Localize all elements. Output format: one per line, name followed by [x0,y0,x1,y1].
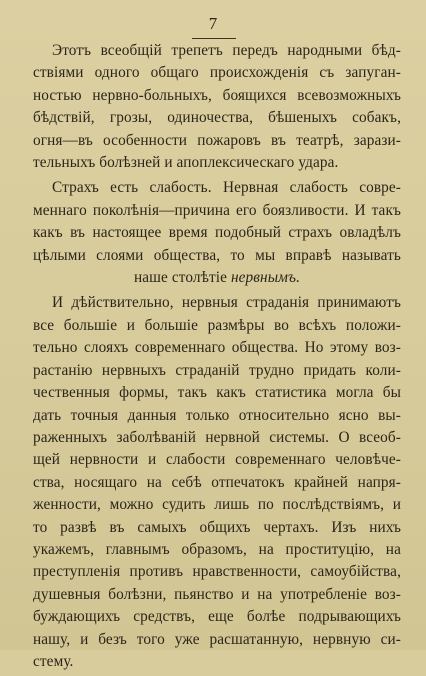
text-line: меннаго поколѣнія—причина его боязливости. И такъ [33,201,401,219]
text-line: все большіе и большіе размѣры во всѣхъ положи- [33,316,401,334]
text-line: тельныхъ болѣзней и апоплексическаго удара. [33,154,339,172]
text-line: укажемъ, главнымъ образомъ, на проституцію, на [33,540,401,558]
text-line: огня—въ особенности пожаровъ въ театрѣ, зарази- [33,131,401,149]
text-line: бѣдствій, грозы, одиночества, бѣшеныхъ собакъ, [33,109,401,127]
text-line: растанію нервныхъ страданій трудно придать коли- [33,361,401,379]
paragraph-3 [33,292,401,673]
body-text [33,40,401,676]
paragraph-2 [33,177,401,289]
text-line: женности, можно судить лишь по послѣдствіямъ, и [33,496,401,514]
text-line: И дѣйствительно, нервныя страданія принимаютъ [52,294,401,312]
text-line: цѣлыми слоями общества, то мы вправѣ называть [33,246,401,264]
text-line: Этотъ всеобщій трепетъ передъ народными бѣд- [52,42,401,59]
text-line: щей нервности и слабости современнаго человѣче- [33,451,401,469]
emphasized-word: нервнымъ. [230,269,301,287]
text-line: дать точныя данныя только относительно ясно вы- [33,406,401,424]
page-number-rule [192,38,236,39]
text-line: преступленія противъ нравственности, самоубійства, [33,563,401,581]
text-line: буждающихъ средствъ, еще болѣе подрывающихъ [33,608,401,626]
text-line: ства, носящаго на себѣ отпечатокъ крайней напря- [33,473,401,491]
text-line: душевныя болѣзни, пьянство и на употребленіе воз- [33,585,401,603]
text-line-emphasis [33,267,401,289]
text-line-prefix: наше столѣтіе [133,269,231,287]
paragraph-1 [33,40,401,174]
text-line: Страхъ есть слабость. Нервная слабость совре- [52,179,401,197]
text-line: какъ въ настоящее время подобный страхъ овладѣлъ [33,224,401,242]
page-number: 7 [208,14,218,33]
text-line: ствіями одного общаго происхожденія съ запуган- [33,64,401,82]
text-line: чественныя формы, такъ какъ статистика могла бы [33,384,401,402]
text-line: раженныхъ заболѣваній нервной системы. О всеоб- [33,428,401,446]
text-line: тельно слояхъ современнаго общества. Но этому воз- [33,339,401,357]
text-line: стему. [33,652,74,670]
text-line: нашу, и безъ того уже расшатанную, нервную си- [33,630,401,648]
text-line: то развѣ въ самыхъ общихъ чертахъ. Изъ нихъ [33,518,401,536]
text-line: ностью нервно-больныхъ, боящихся всевозможныхъ [33,86,401,104]
